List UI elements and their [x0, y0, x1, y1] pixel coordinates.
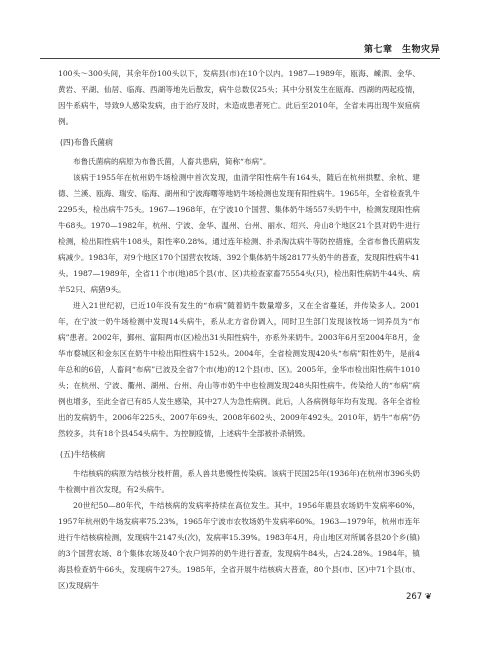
section-heading-brucellosis: (四)布鲁氏菌病 — [60, 138, 113, 147]
header-rule — [40, 58, 440, 59]
body-text — [58, 66, 420, 594]
paragraph-continued: 100头～300头间，其余年份100头以下，发病县(市)在10个以内。1987—1989年，瓯海、嵊泗、金华、黄岩、平湖、仙居、临海、西湖等地先后散发，病牛总数仅25头；其中分别发生在瓯海、西湖的两起疫情，因牛系病牛，导致9人感染发病，由于治疗及时，未造成患者死亡。此后至2010年，全省未再出现牛炭疽病例。 — [58, 69, 420, 126]
paragraph-brucellosis-intro: 布鲁氏菌病的病原为布鲁氏菌，人畜共患病，简称“布病”。 — [73, 157, 271, 166]
section-heading-tuberculosis: (五)牛结核病 — [60, 450, 106, 459]
paragraph-tuberculosis-intro: 牛结核病的病原为结核分枝杆菌，系人兽共患慢性传染病。该病于民国25年(1936年)在杭州市396头奶牛检测中首次发现，有2头病牛。 — [58, 469, 420, 494]
page-number: 267 ❦ — [405, 592, 432, 602]
paragraph-brucellosis-2000s: 进入21世纪初，已近10年没有发生的“布病”随着奶牛数量增多，又在全省蔓延，并传染多人。2001年，在宁波一奶牛场检测中发现14头病牛，系从北方省份调入，同时卫生部门发现该牧场一饲养员为“布病”患者。2002年，鄞州、富阳两市(区)检出31头阳性病牛，亦系外来奶牛。2003年6月至2004年8月，金华市婺城区和金东区在奶牛中检出阳性病牛152头。2004年，全省检测发现420头“布病”阳性奶牛，是前4年总和的6倍，人畜间“布病”已波及全省7个市(地)的12个县(市、区)。2005年，金华市检出阳性病牛1010头；在杭州、宁波、衢州、湖州、台州、舟山等市奶牛中也检测发现248头阳性病牛。传染给人的“布病”病例也增多，至此全省已有85人发生感染，其中27人为急性病例。此后，人各病例每年均有发现。各年全省检出的发病奶牛，2006年225头、2007年69头、2008年602头、2009年492头。2010年，奶牛“布病”仍然较多，共有18个县454头病牛。为控制疫情，上述病牛全部被扑杀销毁。 — [58, 301, 420, 438]
paragraph-brucellosis-history: 该病于1955年在杭州奶牛场检测中首次发现，血清学阳性病牛有164头，随后在杭州拱墅、余杭、建德、兰溪、瓯海、瑞安、临海、湖州和宁波海曙等地奶牛场检测也发现有阳性病牛。1965年，全省检查乳牛2295头，检出病牛75头。1967—1968年，在宁波10个国营、集体奶牛场557头奶牛中，检测发现阳性病牛68头。1970—1982年，杭州、宁波、金华、温州、台州、丽水、绍兴、舟山8个地区21个县对奶牛进行检测，检出阳性病牛108头，阳性率0.28%。通过连年检测、扑杀淘汰病牛等防控措施，全省布鲁氏菌病发病减少。1983年，对9个地区170个国营农牧场、392个集体奶牛场28177头奶牛的普查，发现阳性病牛41头。1987—1989年，全省11个市(地)85个县(市、区)共检查家畜75554头(只)，检出阳性病奶牛44头、病羊52只、病猪9头。 — [58, 173, 420, 294]
running-header: 第七章 生物灾异 — [363, 45, 440, 55]
paragraph-tuberculosis-history: 20世纪50—80年代，牛结核病的发病率持续在高位发生。其中，1956年鹿县农场奶牛发病率60%，1957年杭州奶牛场发病率75.23%，1965年宁波市农牧场奶牛发病率60%。1963—1979年，杭州市连年进行牛结核病检测，发现病牛2147头(次)，发病率15.39%。1983年4月，舟山地区对所属各县20个乡(镇)的3个国营农场、8个集体农场及40个农户饲养的奶牛进行普查，发现病牛84头，占24.28%。1984年，镇海县检查奶牛66头，发现病牛27头。1985年，全省开展牛结核病大普查，80个县(市、区)中71个县(市、区)发现病牛 — [58, 501, 420, 590]
